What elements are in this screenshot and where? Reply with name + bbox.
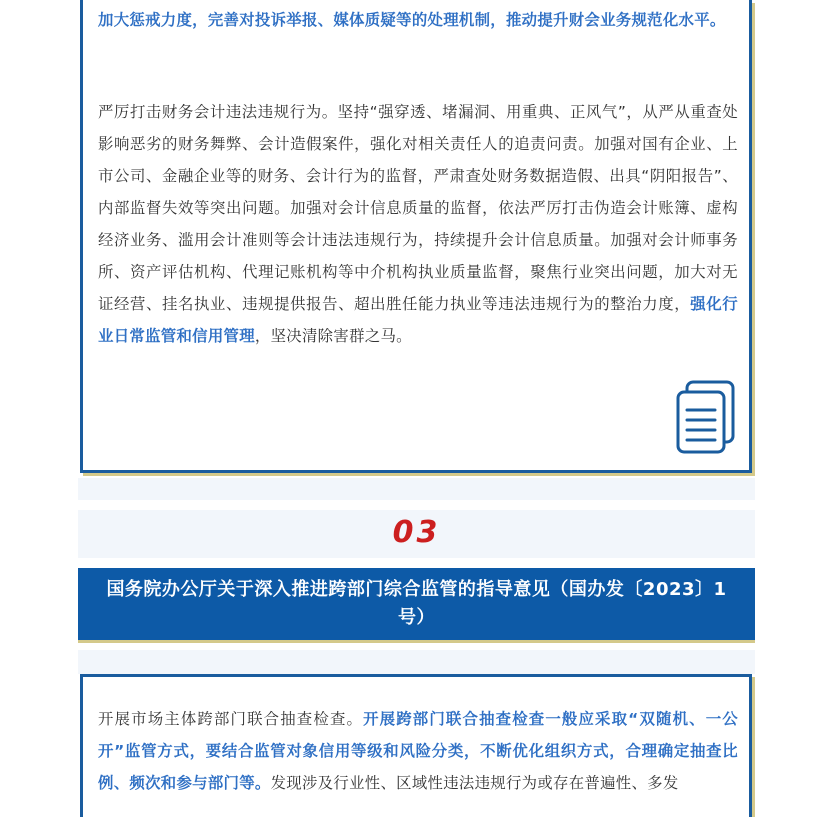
bold-paragraph: [98, 4, 738, 36]
section-title: 国务院办公厅关于深入推进跨部门综合监管的指导意见（国办发〔2023〕1号）: [106, 579, 727, 628]
body-text: ，坚决清除害群之马。: [254, 327, 412, 345]
highlight-text: 开展跨部门联合抽查检查一般应采取“双随机、一公开”监管方式，要结合监管对象信用等级和风险分类，不断优化组织方式，合理确定抽查比例、频次和参与部门等。: [98, 710, 738, 792]
body-paragraph: [98, 703, 738, 799]
content-card-2: [80, 674, 752, 817]
highlight-text: 强化行业日常监管和信用管理: [98, 295, 738, 345]
section-divider-strip: [78, 650, 755, 674]
body-text: 发现涉及行业性、区域性违法违规行为或存在普遍性、多发: [270, 774, 679, 792]
section-divider-strip: [78, 478, 755, 500]
content-card-1: [80, 0, 752, 473]
body-text: 严厉打击财务会计违法违规行为。坚持“强穿透、堵漏洞、用重典、正风气”，从严从重查处影响恶劣的财务舞弊、会计造假案件，强化对相关责任人的追责问责。加强对国有企业、上市公司、金融企业等的财务、会计行为的监督，严肃查处财务数据造假、出具“阴阳报告”、内部监督失效等突出问题。加强对会计信息质量的监督，依法严厉打击伪造会计账簿、虚构经济业务、滥用会计准则等会计违法违规行为，持续提升会计信息质量。加强对会计师事务所、资产评估机构、代理记账机构等中介机构执业质量监督，聚焦行业突出问题，加大对无证经营、挂名执业、违规提供报告、超出胜任能力执业等违法违规行为的整治力度，: [98, 103, 738, 313]
highlight-text: 加大惩戒力度，完善对投诉举报、媒体质疑等的处理机制，推动提升财会业务规范化水平。: [98, 11, 726, 29]
body-text: 开展市场主体跨部门联合抽查检查。: [98, 710, 364, 728]
body-paragraph: [98, 96, 738, 352]
document-stack-icon: [675, 380, 737, 454]
section-number: 03: [392, 515, 441, 550]
section-title-bar: [78, 568, 755, 640]
